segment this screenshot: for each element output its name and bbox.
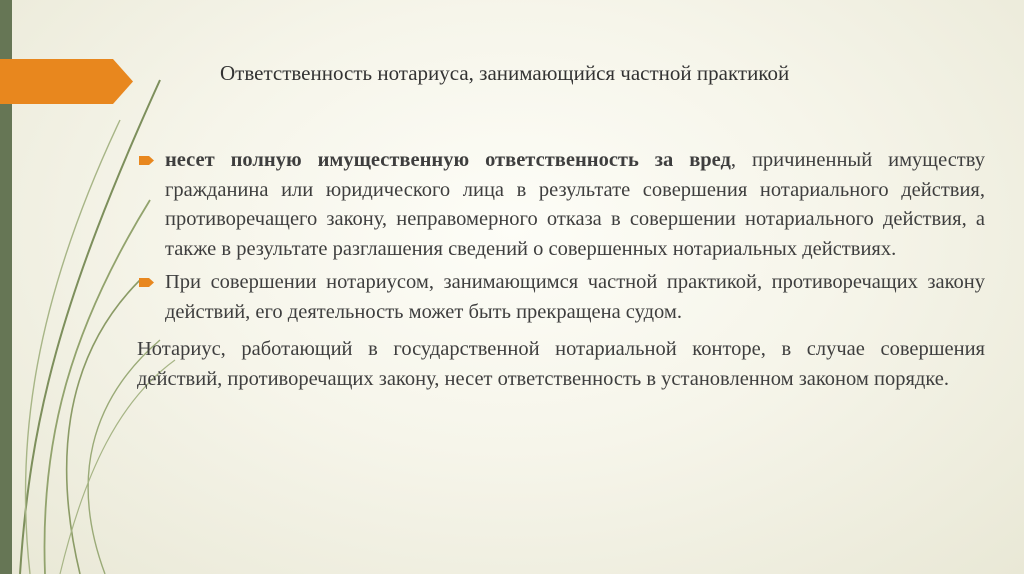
bullet-1-bold-text: несет полную имущественную ответственность за вред (165, 149, 731, 171)
bullet-item-1 (137, 146, 985, 264)
title-accent-arrow (0, 59, 133, 104)
bullet-2-text: При совершении нотариусом, занимающимся частной практикой, противоречащих закону действий, его деятельность может быть прекращена судом. (165, 271, 985, 323)
bullet-item-2 (137, 268, 985, 327)
slide-content (137, 146, 985, 394)
slide-title: Ответственность нотариуса, занимающийся частной практикой (220, 61, 790, 85)
bullet-1-text: , причиненный имуществу гражданина или юридического лица в результате совершения нотариального действия, противоречащего закону, неправомерного отказа в совершении нотариального действия, а также в результате разглашения сведений о совершенных нотариальных действиях. (165, 149, 985, 260)
arrow-bullet-icon (139, 277, 154, 288)
closing-paragraph: Нотариус, работающий в государственной нотариальной конторе, в случае совершения действий, противоречащих закону, несет ответственность в установленном законом порядке. (137, 338, 985, 390)
arrow-bullet-icon (139, 155, 154, 166)
